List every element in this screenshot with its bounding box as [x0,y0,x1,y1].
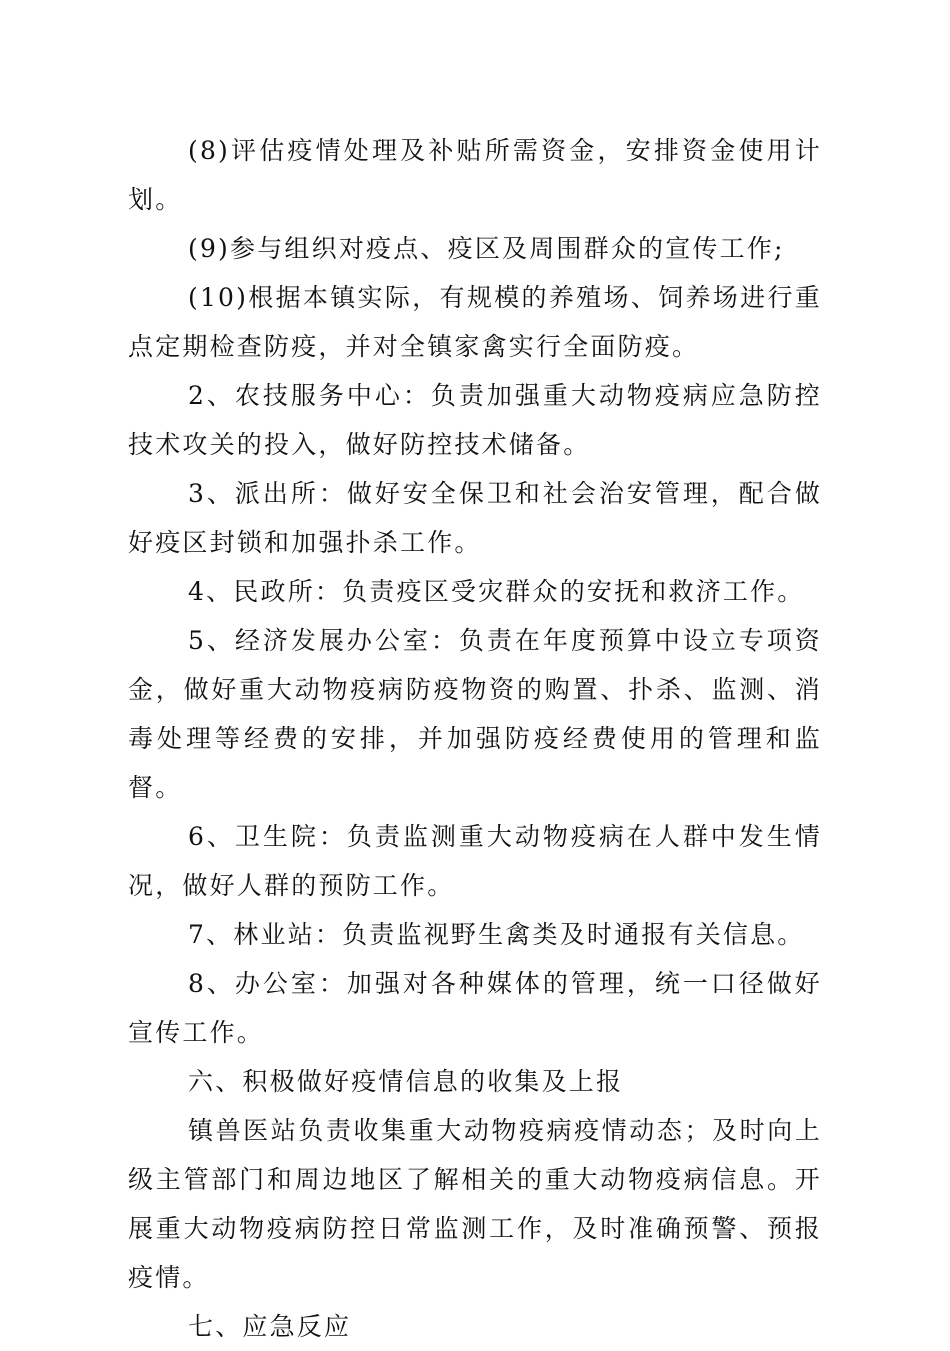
paragraph-economic-office: 5、经济发展办公室：负责在年度预算中设立专项资金，做好重大动物疫病防疫物资的购置、扑杀、监测、消毒处理等经费的安排，并加强防疫经费使用的管理和监督。 [128,626,822,802]
paragraph-vet-station: 镇兽医站负责收集重大动物疫病疫情动态；及时向上级主管部门和周边地区了解相关的重大动物疫病信息。开展重大动物疫病防控日常监测工作，及时准确预警、预报疫情。 [128,1116,822,1292]
paragraph-civil-affairs: 4、民政所：负责疫区受灾群众的安抚和救济工作。 [188,577,805,606]
paragraph-item-10-inspection: (10)根据本镇实际，有规模的养殖场、饲养场进行重点定期检查防疫，并对全镇家禽实行全面防疫。 [128,283,822,361]
paragraph-item-8-funding: (8)评估疫情处理及补贴所需资金，安排资金使用计划。 [128,136,822,214]
document-body [128,126,822,1351]
paragraph-item-9-publicity: (9)参与组织对疫点、疫区及周围群众的宣传工作; [188,234,785,263]
paragraph-general-office: 8、办公室：加强对各种媒体的管理，统一口径做好宣传工作。 [128,969,822,1047]
section-heading-six: 六、积极做好疫情信息的收集及上报 [188,1067,624,1096]
paragraph-health-center: 6、卫生院：负责监测重大动物疫病在人群中发生情况，做好人群的预防工作。 [128,822,822,900]
paragraph-agri-tech-center: 2、农技服务中心：负责加强重大动物疫病应急防控技术攻关的投入，做好防控技术储备。 [128,381,822,459]
section-heading-seven: 七、应急反应 [188,1312,352,1341]
paragraph-forestry-station: 7、林业站：负责监视野生禽类及时通报有关信息。 [188,920,805,949]
paragraph-police-station: 3、派出所：做好安全保卫和社会治安管理，配合做好疫区封锁和加强扑杀工作。 [128,479,822,557]
